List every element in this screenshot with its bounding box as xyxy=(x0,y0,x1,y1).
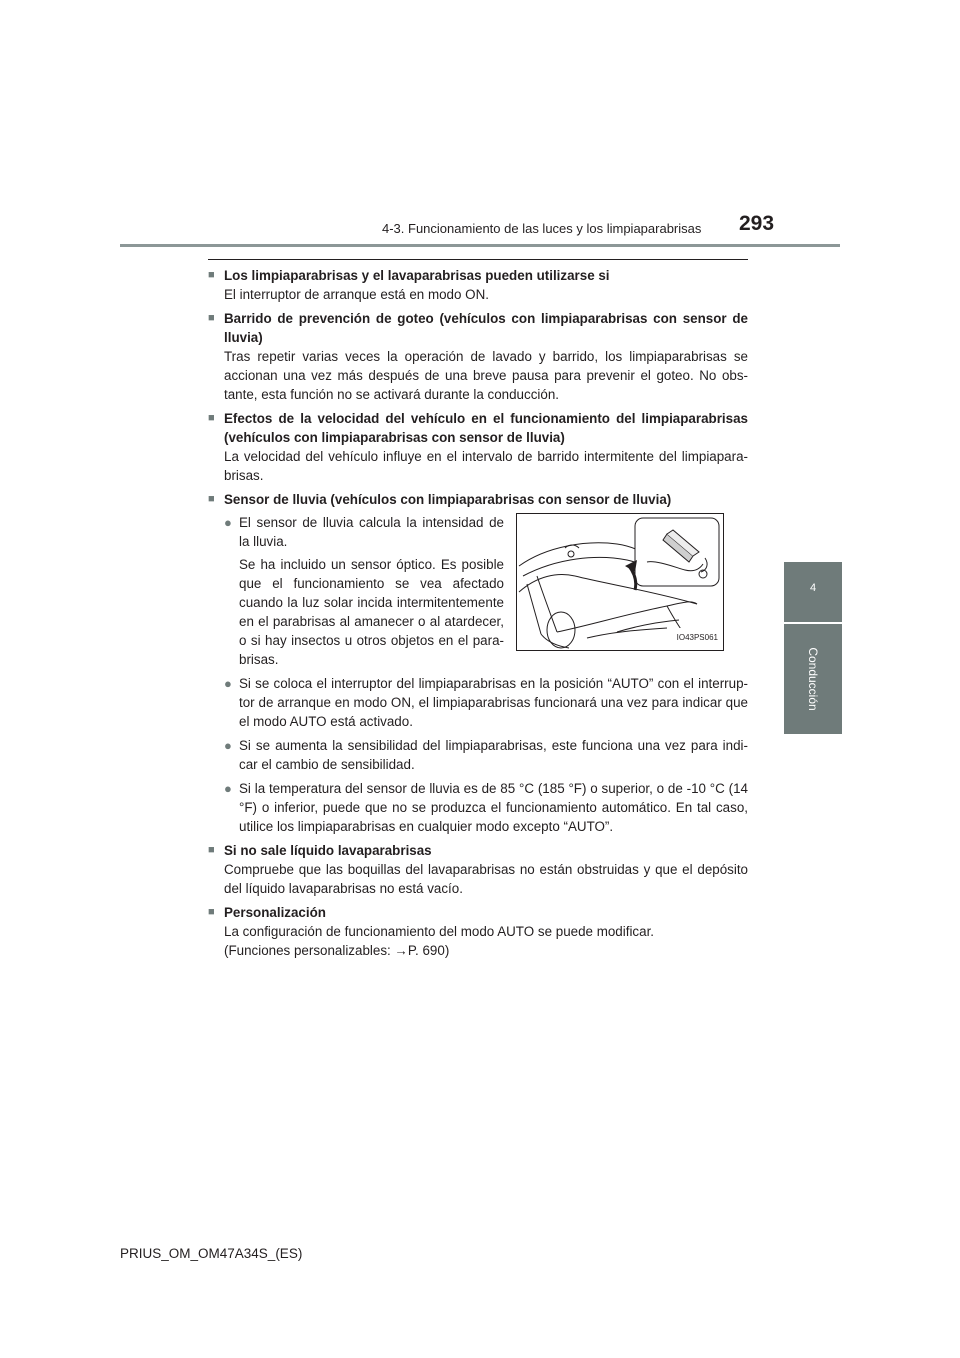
content-top-rule xyxy=(208,259,748,260)
bullet-icon: ● xyxy=(224,676,232,691)
square-bullet-icon: ■ xyxy=(208,269,215,281)
chapter-strip xyxy=(784,624,842,734)
section-drip-prevention xyxy=(208,309,748,404)
section-title: Personalización xyxy=(224,905,326,920)
running-header-section: 4-3. Funcionamiento de las luces y los limpiaparabrisas xyxy=(382,221,702,236)
section-no-washer-fluid xyxy=(208,841,748,898)
section-body: La velocidad del vehículo influye en el intervalo de barrido intermitente del limpiapara-brisas. xyxy=(224,449,748,483)
chapter-number: 4 xyxy=(809,582,817,594)
bullet-text: Si la temperatura del sensor de lluvia es de 85 °C (185 °F) o superior, o de -10 °C (14 °F) o inferior, puede que no se produzca el funcionamiento automático. En tal caso, utilice los limpiaparabrisas en cualquier modo excepto “AUTO”. xyxy=(239,781,748,834)
rain-sensor-text xyxy=(208,513,504,669)
rain-sensor-row xyxy=(208,513,748,669)
section-body: El interruptor de arranque está en modo ON. xyxy=(224,287,489,302)
header-rule xyxy=(120,244,840,247)
chapter-tab xyxy=(784,562,842,622)
section-title: Efectos de la velocidad del vehículo en el funcionamiento del limpiaparabrisas (vehículos con limpiaparabrisas con sensor de lluvia) xyxy=(224,411,748,445)
list-item xyxy=(224,736,748,774)
square-bullet-icon: ■ xyxy=(208,412,215,424)
footer-document-code: PRIUS_OM_OM47A34S_(ES) xyxy=(120,1246,303,1261)
list-item xyxy=(224,779,748,836)
rain-sensor-note: Se ha incluido un sensor óptico. Es posible que el funcionamiento se vea afectado cuando la luz solar incida intermitentemente en el parabrisas al amanecer o al atardecer, o si hay insectos u otros objetos en el para-brisas. xyxy=(239,557,504,667)
square-bullet-icon: ■ xyxy=(208,493,215,505)
rain-sensor-illustration xyxy=(516,513,724,651)
section-title: Si no sale líquido lavaparabrisas xyxy=(224,843,432,858)
section-title: Los limpiaparabrisas y el lavaparabrisas pueden utilizarse si xyxy=(224,268,610,283)
square-bullet-icon: ■ xyxy=(208,312,215,324)
square-bullet-icon: ■ xyxy=(208,906,215,918)
bullet-text: El sensor de lluvia calcula la intensidad de la lluvia. xyxy=(239,515,504,549)
section-body: Compruebe que las boquillas del lavaparabrisas no están obstruidas y que el depósito del líquido lavaparabrisas no está vacío. xyxy=(224,862,748,896)
square-bullet-icon: ■ xyxy=(208,844,215,856)
section-rain-sensor xyxy=(208,490,748,836)
list-item xyxy=(224,674,748,731)
bullet-text: Si se aumenta la sensibilidad del limpiaparabrisas, este funciona una vez para indi-car el cambio de sensibilidad. xyxy=(239,738,748,772)
chapter-label: Conducción xyxy=(806,647,820,711)
figure-code: IO43PS061 xyxy=(676,628,719,647)
section-body: Tras repetir varias veces la operación de lavado y barrido, los limpiaparabrisas se accionan una vez más después de una breve pausa para prevenir el goteo. No obs-tante, esta función no se activará durante la conducción. xyxy=(224,349,748,402)
bullet-text: Si se coloca el interruptor del limpiaparabrisas en la posición “AUTO” con el interrup-tor de arranque en modo ON, el limpiaparabrisas funcionará una vez para indicar que el modo AUTO está activado. xyxy=(239,676,748,729)
bullet-icon: ● xyxy=(224,781,232,796)
cross-reference-link[interactable]: (Funciones personalizables: →P. 690) xyxy=(224,943,450,958)
bullet-icon: ● xyxy=(224,515,232,530)
section-title: Sensor de lluvia (vehículos con limpiaparabrisas con sensor de lluvia) xyxy=(224,492,672,507)
page-number: 293 xyxy=(739,212,775,235)
section-speed-effects xyxy=(208,409,748,485)
section-title: Barrido de prevención de goteo (vehículos con limpiaparabrisas con sensor de lluvia) xyxy=(224,311,748,345)
bullet-icon: ● xyxy=(224,738,232,753)
section-usable-conditions xyxy=(208,266,748,304)
section-body: La configuración de funcionamiento del modo AUTO se puede modificar. xyxy=(224,924,655,939)
page-content xyxy=(208,266,748,965)
section-customization xyxy=(208,903,748,960)
